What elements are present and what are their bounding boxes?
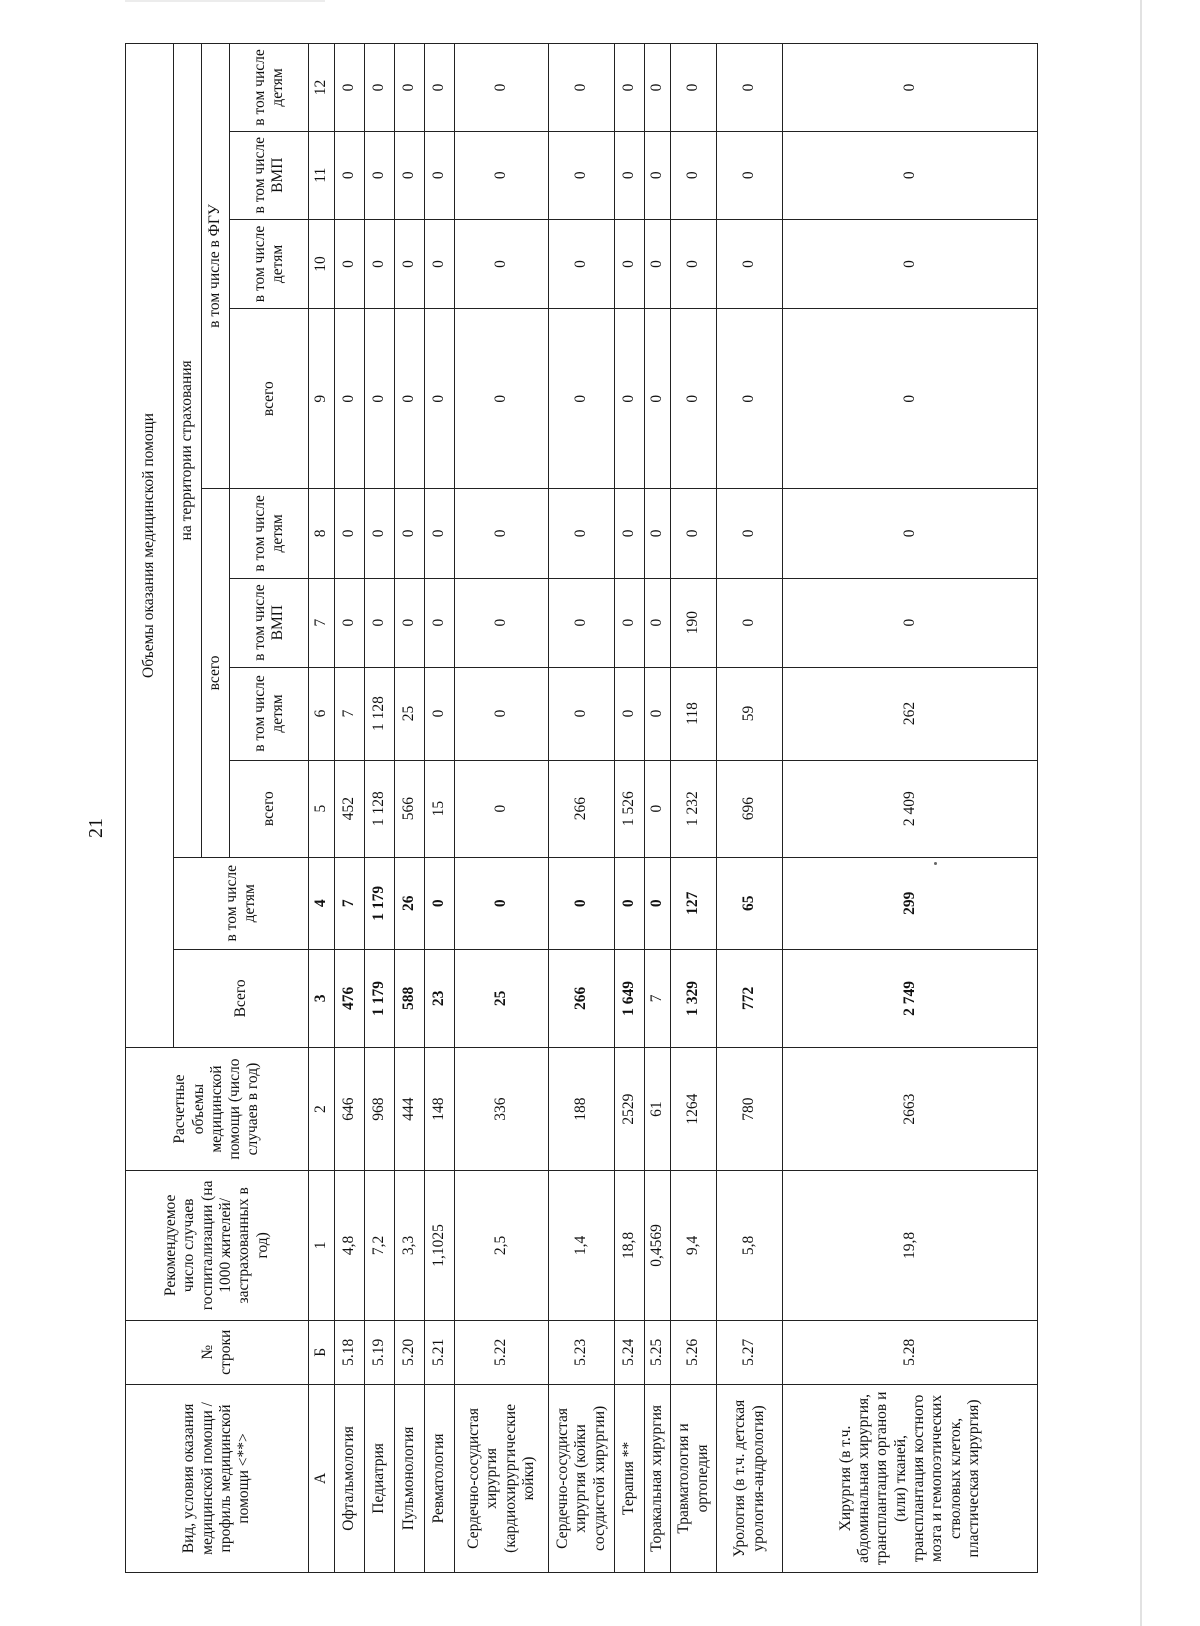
number-cell: 9	[309, 309, 335, 489]
row-cell: 588	[395, 949, 425, 1047]
header-fgu: в том числе в ФГУ	[202, 44, 230, 489]
row-cell: 0	[645, 309, 671, 489]
table-row	[783, 44, 1038, 1573]
row-cell: 0	[425, 578, 455, 667]
number-cell: 7	[309, 578, 335, 667]
row-cell: 0	[365, 44, 395, 132]
row-cell: 0	[365, 219, 395, 309]
row-cell: 0	[671, 309, 717, 489]
row-line: 5.18	[335, 1320, 365, 1384]
row-cell: 566	[395, 760, 425, 857]
row-cell: 1 128	[365, 760, 395, 857]
row-cell: 0	[335, 219, 365, 309]
header-col-a: Вид, условия оказания медицинской помощи / профиль медицинской помощи <**>	[126, 1384, 309, 1572]
row-line: 5.24	[615, 1320, 645, 1384]
table-row	[335, 44, 365, 1573]
row-cell: 476	[335, 949, 365, 1047]
row-cell: 0	[365, 578, 395, 667]
row-cell: 0	[455, 488, 549, 578]
row-cell: 3,3	[395, 1171, 425, 1321]
row-cell: 0	[549, 488, 615, 578]
row-cell: 262	[783, 667, 1038, 760]
table-row	[671, 44, 717, 1573]
row-cell: 0	[395, 219, 425, 309]
row-cell: 0	[425, 44, 455, 132]
row-cell: 59	[717, 667, 783, 760]
number-cell: А	[309, 1384, 335, 1572]
row-cell: 4,8	[335, 1171, 365, 1321]
row-cell: 25	[395, 667, 425, 760]
table-row	[365, 44, 395, 1573]
row-cell: 0	[455, 857, 549, 949]
row-cell: 0	[425, 857, 455, 949]
row-cell: 0	[717, 44, 783, 132]
row-name: Хирургия (в т.ч. абдоминальная хирургия, трансплантация органов и (или) тканей, трансплантация костного мозга и гемопоэтических стволовых клеток, пластическая хирургия)	[783, 1384, 1038, 1572]
header-fgu-children-2: в том числе детям	[230, 44, 309, 132]
row-cell: 2,5	[455, 1171, 549, 1321]
header-col-1: Рекомендуемое число случаев госпитализации (на 1000 жителей/ застрахованных в год)	[126, 1171, 309, 1321]
row-cell: 26	[395, 857, 425, 949]
row-cell: 0	[455, 760, 549, 857]
row-name: Торакальная хирургия	[645, 1384, 671, 1572]
row-cell: 266	[549, 760, 615, 857]
row-cell: 0	[615, 309, 645, 489]
row-cell: 0	[645, 44, 671, 132]
number-cell: Б	[309, 1320, 335, 1384]
row-line: 5.19	[365, 1320, 395, 1384]
row-cell: 0	[645, 857, 671, 949]
number-cell: 6	[309, 667, 335, 760]
row-cell: 0	[455, 667, 549, 760]
row-cell: 0	[425, 131, 455, 219]
row-cell: 0	[549, 857, 615, 949]
header-incl-children: в том числе детям	[174, 857, 309, 949]
header-fgu-children: в том числе детям	[230, 219, 309, 309]
row-cell: 772	[717, 949, 783, 1047]
row-cell: 696	[717, 760, 783, 857]
row-name: Терапия **	[615, 1384, 645, 1572]
row-cell: 15	[425, 760, 455, 857]
row-cell: 0	[395, 488, 425, 578]
row-cell: 0	[549, 219, 615, 309]
row-name: Сердечно-сосудистая хирургия (кардиохирургические койки)	[455, 1384, 549, 1572]
row-line: 5.23	[549, 1320, 615, 1384]
row-cell: 452	[335, 760, 365, 857]
header-col-2: Расчетные объемы медицинской помощи (число случаев в год)	[126, 1048, 309, 1171]
table-row	[645, 44, 671, 1573]
row-name: Травматология и ортопедия	[671, 1384, 717, 1572]
row-cell: 0	[671, 131, 717, 219]
header-total: Всего	[174, 949, 309, 1047]
row-cell: 1 179	[365, 949, 395, 1047]
row-cell: 0	[455, 309, 549, 489]
row-cell: 0	[425, 309, 455, 489]
table-row	[717, 44, 783, 1573]
row-cell: 9,4	[671, 1171, 717, 1321]
row-cell: 7	[645, 949, 671, 1047]
row-cell: 19,8	[783, 1171, 1038, 1321]
header-fgu-all: всего	[230, 309, 309, 489]
row-cell: 0	[395, 578, 425, 667]
row-cell: 0	[335, 131, 365, 219]
page-number: 21	[85, 818, 107, 838]
row-cell: 148	[425, 1048, 455, 1171]
row-line: 5.26	[671, 1320, 717, 1384]
row-cell: 0	[549, 131, 615, 219]
row-cell: 0	[783, 219, 1038, 309]
header-incl-children-3: в том числе детям	[230, 488, 309, 578]
row-cell: 1,4	[549, 1171, 615, 1321]
row-cell: 0	[615, 667, 645, 760]
row-cell: 0	[671, 44, 717, 132]
row-cell: 190	[671, 578, 717, 667]
row-cell: 2 409	[783, 760, 1038, 857]
row-cell: 0	[615, 857, 645, 949]
row-cell: 0	[365, 488, 395, 578]
row-cell: 266	[549, 949, 615, 1047]
row-cell: 0	[645, 488, 671, 578]
row-name: Офтальмология	[335, 1384, 365, 1572]
row-cell: 0	[549, 309, 615, 489]
number-cell: 8	[309, 488, 335, 578]
header-incl-children-2: в том числе детям	[230, 667, 309, 760]
row-cell: 0	[645, 760, 671, 857]
row-cell: 0	[395, 131, 425, 219]
row-cell: 7	[335, 857, 365, 949]
row-line: 5.21	[425, 1320, 455, 1384]
row-cell: 0	[335, 578, 365, 667]
row-cell: 0	[549, 667, 615, 760]
row-cell: 0	[645, 219, 671, 309]
row-cell: 0	[783, 131, 1038, 219]
row-name: Сердечно-сосудистая хирургия (койки сосудистой хирургии)	[549, 1384, 615, 1572]
header-vsego: всего	[202, 488, 230, 857]
row-cell: 0	[717, 131, 783, 219]
row-cell: 0	[645, 578, 671, 667]
row-line: 5.20	[395, 1320, 425, 1384]
row-cell: 0	[717, 309, 783, 489]
row-line: 5.27	[717, 1320, 783, 1384]
row-line: 5.28	[783, 1320, 1038, 1384]
row-cell: 646	[335, 1048, 365, 1171]
row-cell: 188	[549, 1048, 615, 1171]
number-cell: 2	[309, 1048, 335, 1171]
row-cell: 968	[365, 1048, 395, 1171]
row-cell: 2529	[615, 1048, 645, 1171]
number-cell: 5	[309, 760, 335, 857]
row-cell: 0	[717, 488, 783, 578]
row-cell: 18,8	[615, 1171, 645, 1321]
header-territory: на территории страхования	[174, 44, 202, 858]
row-cell: 0	[425, 488, 455, 578]
header-all: всего	[230, 760, 309, 857]
number-cell: 3	[309, 949, 335, 1047]
table-row	[549, 44, 615, 1573]
row-cell: 0	[645, 131, 671, 219]
row-line: 5.25	[645, 1320, 671, 1384]
row-cell: 118	[671, 667, 717, 760]
row-cell: 0	[395, 44, 425, 132]
row-name: Урология (в т.ч. детская урология-андрология)	[717, 1384, 783, 1572]
table-row	[395, 44, 425, 1573]
row-cell: 0	[455, 44, 549, 132]
row-cell: 1 526	[615, 760, 645, 857]
number-cell: 10	[309, 219, 335, 309]
number-cell: 11	[309, 131, 335, 219]
row-cell: 0	[717, 219, 783, 309]
header-volumes: Объемы оказания медицинской помощи	[126, 44, 174, 1048]
row-cell: 1 649	[615, 949, 645, 1047]
row-line: 5.22	[455, 1320, 549, 1384]
row-cell: 0	[615, 488, 645, 578]
row-cell: 0	[783, 488, 1038, 578]
medical-volumes-table	[125, 43, 1038, 1573]
row-cell: 25	[455, 949, 549, 1047]
row-cell: 2663	[783, 1048, 1038, 1171]
row-cell: 127	[671, 857, 717, 949]
header-fgu-vmp: в том числе ВМП	[230, 131, 309, 219]
row-cell: 780	[717, 1048, 783, 1171]
row-cell: 0	[455, 219, 549, 309]
row-cell: 0,4569	[645, 1171, 671, 1321]
row-name: Ревматология	[425, 1384, 455, 1572]
number-cell: 1	[309, 1171, 335, 1321]
row-cell: 1 128	[365, 667, 395, 760]
row-cell: 336	[455, 1048, 549, 1171]
row-cell: 1264	[671, 1048, 717, 1171]
row-cell: 0	[671, 219, 717, 309]
row-cell: 0	[425, 219, 455, 309]
rotated-table-container	[125, 43, 1030, 1573]
number-row	[309, 44, 335, 1573]
row-name: Педиатрия	[365, 1384, 395, 1572]
row-cell: 23	[425, 949, 455, 1047]
row-cell: 0	[335, 44, 365, 132]
row-cell: 0	[615, 219, 645, 309]
header-col-b: № строки	[126, 1320, 309, 1384]
number-cell: 4	[309, 857, 335, 949]
row-name: Пульмонология	[395, 1384, 425, 1572]
number-cell: 12	[309, 44, 335, 132]
row-cell: 7	[335, 667, 365, 760]
row-cell: 65	[717, 857, 783, 949]
row-cell: 0	[783, 309, 1038, 489]
row-cell: 0	[425, 667, 455, 760]
row-cell: 0	[395, 309, 425, 489]
table-row	[455, 44, 549, 1573]
table-row	[615, 44, 645, 1573]
row-cell: 0	[455, 131, 549, 219]
row-cell: 1 179	[365, 857, 395, 949]
row-cell: 0	[615, 44, 645, 132]
row-cell: 0	[335, 488, 365, 578]
row-cell: 444	[395, 1048, 425, 1171]
row-cell: 0	[645, 667, 671, 760]
row-cell: 0	[365, 309, 395, 489]
row-cell: 0	[365, 131, 395, 219]
header-row-1	[126, 44, 174, 1573]
row-cell: 0	[615, 131, 645, 219]
row-cell: 61	[645, 1048, 671, 1171]
row-cell: 0	[671, 488, 717, 578]
page-edge-line	[1140, 0, 1142, 1626]
row-cell: 0	[335, 309, 365, 489]
row-cell: 1,1025	[425, 1171, 455, 1321]
row-cell: 0	[455, 578, 549, 667]
row-cell: 0	[717, 578, 783, 667]
header-incl-vmp: в том числе ВМП	[230, 578, 309, 667]
row-cell: 0	[783, 578, 1038, 667]
table-row	[425, 44, 455, 1573]
row-cell: 0	[549, 578, 615, 667]
row-cell: 0	[549, 44, 615, 132]
scan-artifact-top	[125, 0, 325, 2]
row-cell: 0	[783, 44, 1038, 132]
row-cell: 7,2	[365, 1171, 395, 1321]
row-cell: 1 232	[671, 760, 717, 857]
row-cell: 299	[783, 857, 1038, 949]
row-cell: 2 749	[783, 949, 1038, 1047]
row-cell: 1 329	[671, 949, 717, 1047]
row-cell: 5,8	[717, 1171, 783, 1321]
row-cell: 0	[615, 578, 645, 667]
